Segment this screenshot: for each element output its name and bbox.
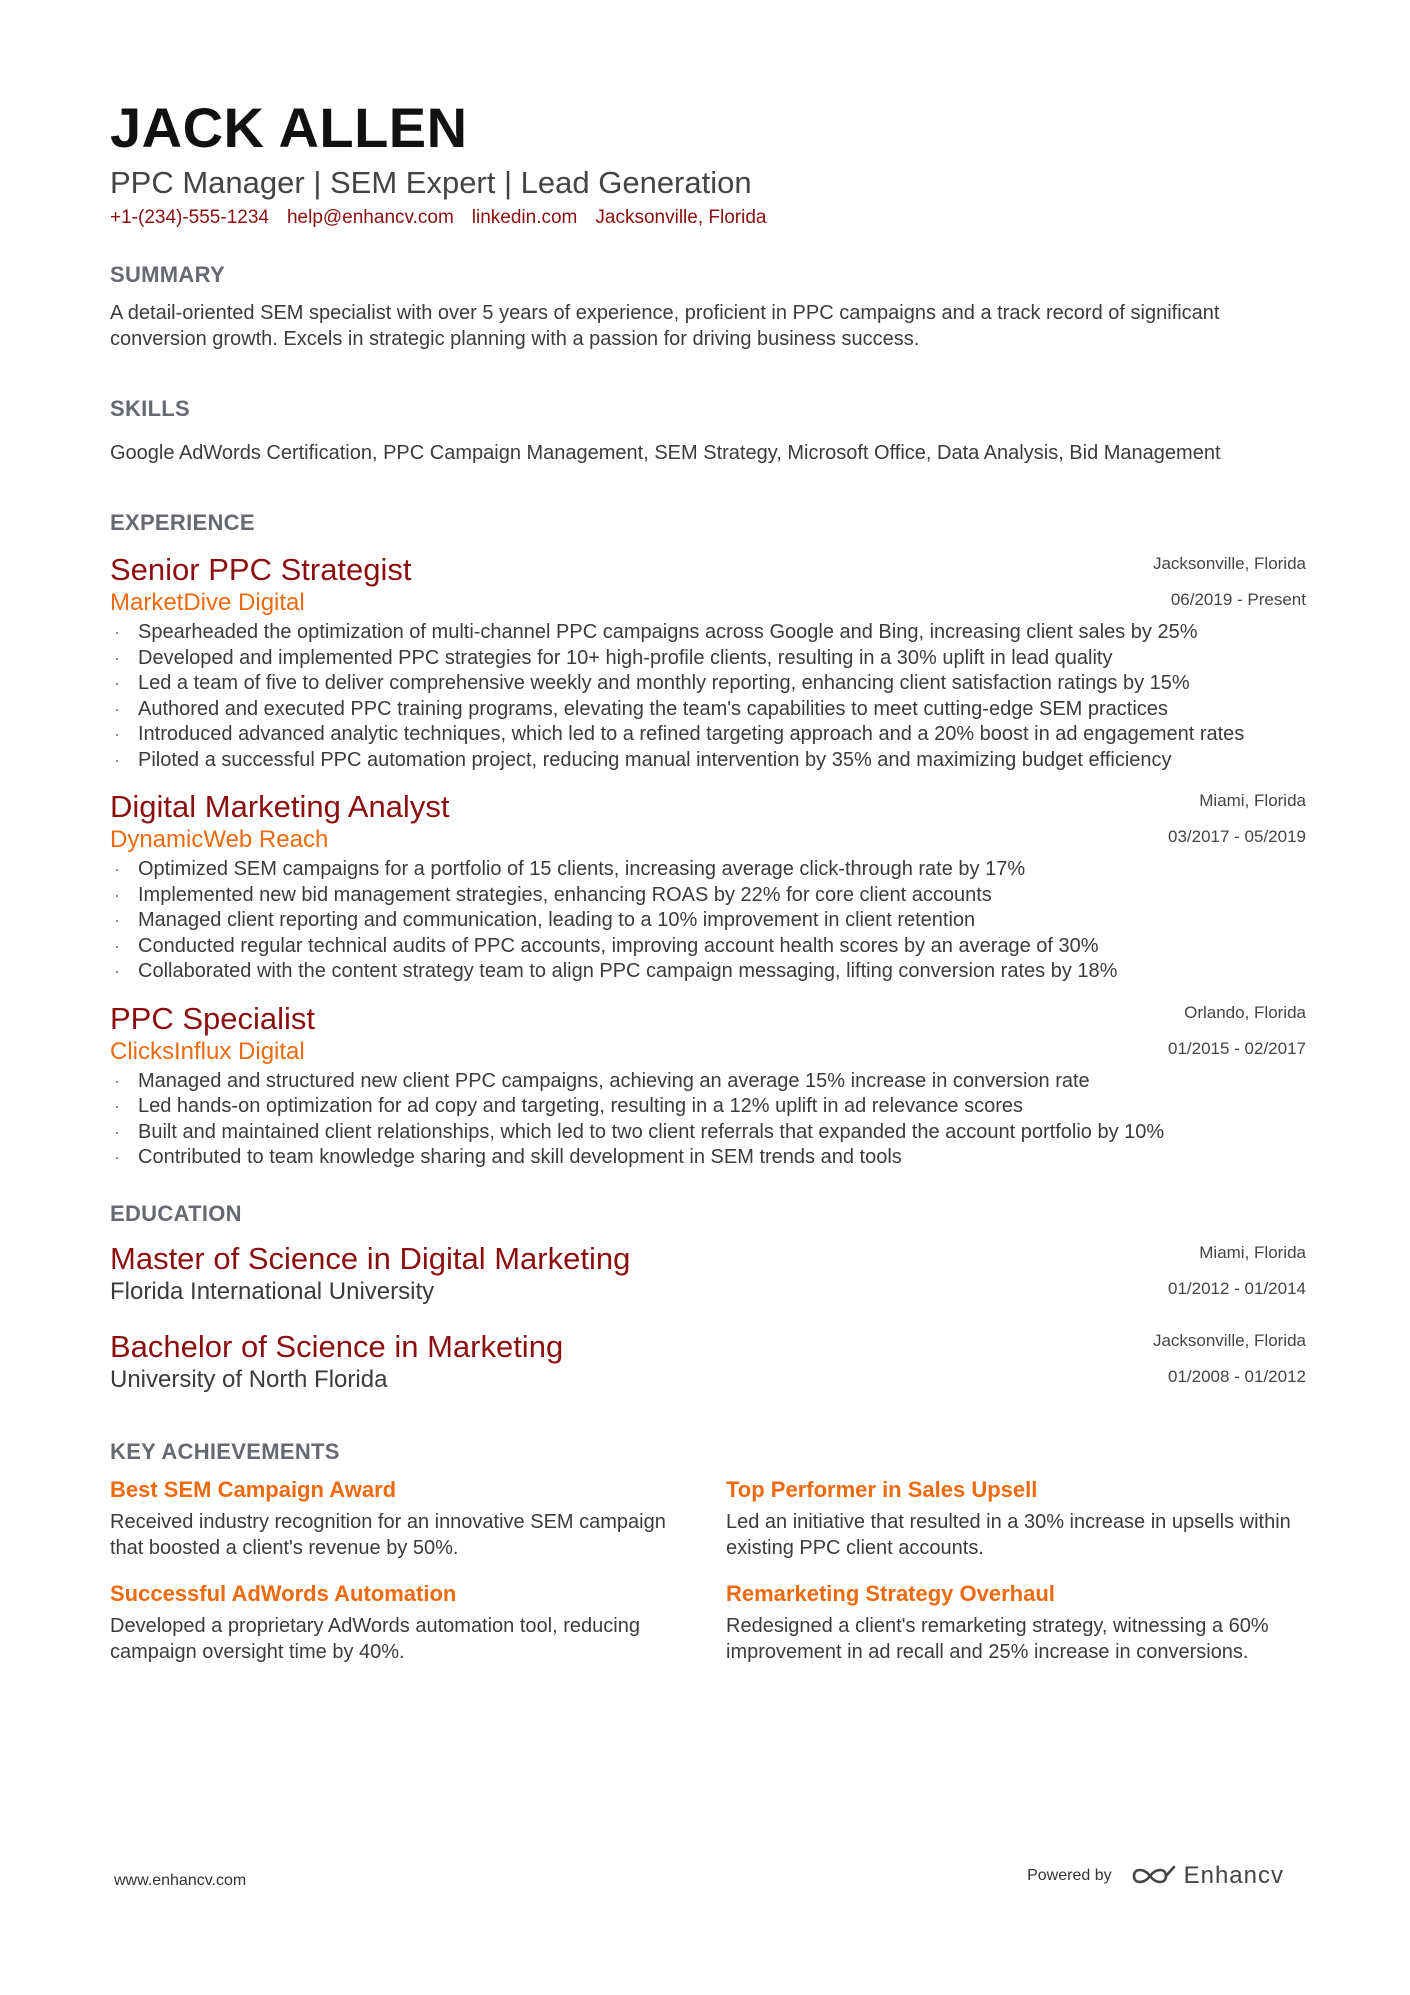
candidate-tagline: PPC Manager | SEM Expert | Lead Generation	[110, 165, 752, 200]
bullet-item: · Introduced advanced analytic techniques, which led to a refined targeting approach and a 20% boost in ad engagement rates	[110, 722, 1306, 748]
job-bullets	[110, 1069, 1306, 1171]
achievements-grid	[110, 1475, 1306, 1665]
location-text: Jacksonville, Florida	[595, 207, 767, 228]
achievement-desc: Led an initiative that resulted in a 30% increase in upsells within existing PPC client accounts.	[726, 1510, 1291, 1559]
job-bullets	[110, 857, 1306, 985]
job-entry	[110, 552, 1306, 773]
company-name: DynamicWeb Reach	[110, 826, 329, 853]
skills-heading: SKILLS	[110, 396, 191, 421]
bullet-item: · Piloted a successful PPC automation project, reducing manual intervention by 35% and maximizing budget efficiency	[110, 748, 1306, 774]
bullet-item: · Optimized SEM campaigns for a portfolio of 15 clients, increasing average click-through rate by 17%	[110, 857, 1306, 883]
phone-link[interactable]: +1-(234)-555-1234	[110, 207, 269, 228]
degree-title: Bachelor of Science in Marketing	[110, 1328, 564, 1364]
bullet-item: · Contributed to team knowledge sharing and skill development in SEM trends and tools	[110, 1145, 1306, 1171]
bullet-item: · Developed and implemented PPC strategies for 10+ high-profile clients, resulting in a 30% uplift in lead quality	[110, 646, 1306, 672]
summary-heading: SUMMARY	[110, 262, 225, 287]
contact-row	[110, 206, 1306, 230]
job-location: Orlando, Florida	[1184, 1002, 1306, 1022]
achievements-heading: KEY ACHIEVEMENTS	[110, 1438, 340, 1464]
bullet-item: · Conducted regular technical audits of PPC accounts, improving account health scores by an average of 30%	[110, 934, 1306, 960]
job-location: Miami, Florida	[1199, 791, 1306, 810]
email-link[interactable]: help@enhancv.com	[286, 207, 454, 228]
bullet-item: · Managed client reporting and communication, leading to a 10% improvement in client retention	[110, 908, 1306, 934]
brand-name: Enhancv	[1183, 1862, 1284, 1889]
achievement-title: Remarketing Strategy Overhaul	[726, 1580, 1055, 1606]
bullet-item: · Implemented new bid management strategies, enhancing ROAS by 22% for core client accounts	[110, 883, 1306, 909]
job-dates: 06/2019 - Present	[1170, 590, 1306, 609]
education-location: Miami, Florida	[1199, 1242, 1306, 1262]
footer-branding	[1027, 1862, 1284, 1890]
job-bullets	[110, 620, 1306, 773]
achievement-title: Successful AdWords Automation	[110, 1580, 457, 1606]
skills-section	[110, 396, 1306, 466]
bullet-item: · Authored and executed PPC training programs, elevating the team's capabilities to meet cutting-edge SEM practices	[110, 697, 1306, 723]
achievements-section	[110, 1439, 1306, 1665]
achievement-title: Top Performer in Sales Upsell	[726, 1476, 1038, 1502]
summary-section	[110, 262, 1306, 352]
degree-title: Master of Science in Digital Marketing	[110, 1240, 631, 1276]
brand-logo[interactable]	[1130, 1862, 1284, 1890]
achievement-item	[110, 1579, 726, 1665]
education-entry	[110, 1329, 1306, 1393]
experience-heading: EXPERIENCE	[110, 510, 255, 535]
linkedin-link[interactable]: linkedin.com	[471, 207, 578, 228]
job-meta	[1168, 791, 1306, 847]
skills-text: Google AdWords Certification, PPC Campaign Management, SEM Strategy, Microsoft Office, Data Analysis, Bid Management	[110, 442, 1221, 464]
company-name: MarketDive Digital	[110, 589, 305, 616]
achievement-desc: Developed a proprietary AdWords automation tool, reducing campaign oversight time by 40%.	[110, 1614, 640, 1663]
job-title: Senior PPC Strategist	[110, 552, 412, 587]
education-dates: 01/2008 - 01/2012	[1167, 1366, 1306, 1386]
job-title: PPC Specialist	[110, 1000, 316, 1036]
education-meta	[1153, 1331, 1306, 1387]
achievement-item	[110, 1475, 726, 1561]
education-entry	[110, 1241, 1306, 1305]
company-name: ClicksInflux Digital	[110, 1037, 305, 1065]
education-location: Jacksonville, Florida	[1152, 1330, 1306, 1350]
education-heading: EDUCATION	[110, 1200, 242, 1226]
header	[110, 98, 1306, 230]
job-dates: 03/2017 - 05/2019	[1167, 827, 1306, 846]
experience-section	[110, 510, 1306, 1171]
job-entry	[110, 789, 1306, 985]
bullet-item: · Spearheaded the optimization of multi-channel PPC campaigns across Google and Bing, increasing client sales by 25%	[110, 620, 1306, 646]
footer-website-link[interactable]: www.enhancv.com	[114, 1872, 247, 1889]
education-dates: 01/2012 - 01/2014	[1167, 1278, 1306, 1298]
resume-page	[110, 98, 1306, 1665]
bullet-item: · Led hands-on optimization for ad copy and targeting, resulting in a 12% uplift in ad relevance scores	[110, 1094, 1306, 1120]
job-entry	[110, 1001, 1306, 1171]
bullet-item: · Collaborated with the content strategy team to align PPC campaign messaging, lifting conversion rates by 18%	[110, 959, 1306, 985]
achievement-desc: Redesigned a client's remarketing strategy, witnessing a 60% improvement in ad recall and 25% increase in conversions.	[726, 1614, 1269, 1663]
bullet-item: · Built and maintained client relationships, which led to two client referrals that expanded the account portfolio by 10%	[110, 1120, 1306, 1146]
bullet-item: · Managed and structured new client PPC campaigns, achieving an average 15% increase in conversion rate	[110, 1069, 1306, 1095]
achievement-title: Best SEM Campaign Award	[110, 1476, 397, 1502]
school-name: University of North Florida	[110, 1365, 388, 1393]
job-meta	[1153, 554, 1306, 610]
job-meta	[1168, 1003, 1306, 1059]
achievement-item	[726, 1475, 1306, 1561]
school-name: Florida International University	[110, 1277, 435, 1305]
job-title: Digital Marketing Analyst	[110, 789, 450, 824]
powered-by-text: Powered by	[1027, 1867, 1112, 1884]
enhancv-logo-icon	[1130, 1863, 1176, 1889]
achievement-item	[726, 1579, 1306, 1665]
job-dates: 01/2015 - 02/2017	[1167, 1038, 1306, 1058]
summary-text: A detail-oriented SEM specialist with over 5 years of experience, proficient in PPC campaigns and a track record of significant conversion growth. Excels in strategic planning with a passion for driving business success.	[110, 302, 1220, 350]
education-meta	[1168, 1243, 1306, 1299]
bullet-item: · Led a team of five to deliver comprehensive weekly and monthly reporting, enhancing client satisfaction ratings by 15%	[110, 671, 1306, 697]
achievement-desc: Received industry recognition for an innovative SEM campaign that boosted a client's revenue by 50%.	[110, 1510, 666, 1559]
candidate-name: JACK ALLEN	[110, 96, 468, 159]
education-section	[110, 1201, 1306, 1393]
job-location: Jacksonville, Florida	[1152, 554, 1306, 573]
